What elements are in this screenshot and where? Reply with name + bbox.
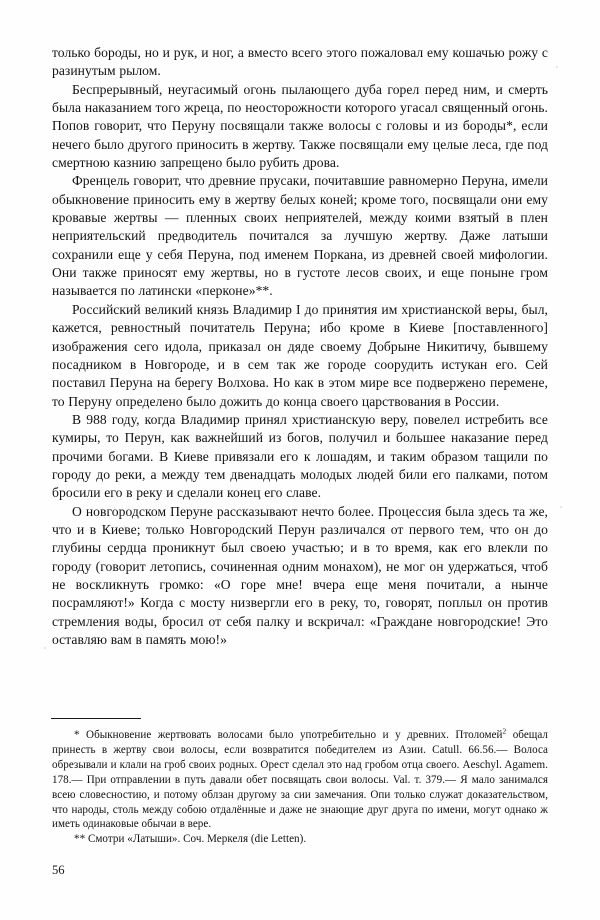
footnote-double-asterisk — [52, 832, 548, 847]
footnote-asterisk-superscript: 2 — [502, 726, 507, 736]
footnote-block — [52, 728, 548, 847]
page-number: 56 — [52, 863, 65, 877]
scan-speckle — [44, 647, 46, 649]
footnote-double-asterisk-text: ** Смотри «Латыши». Соч. Меркеля (die Letten). — [74, 833, 307, 846]
paragraph-eternal-fire: Беспрерывный, неугасимый огонь пылающего дуба горел перед ним, и смерть была наказанием того жреца, по неосторожности которого угасал священный огонь. Попов говорит, что Перуну посвящали также волосы с головы и из бороды*, если нечего было другого приносить в жертву. Также посвящали ему целые леса, где под смертною казнию запрещено было рубить дрова. — [52, 81, 548, 171]
paragraph-continuation: только бороды, но и рук, и ног, а вместо всего этого пожаловал ему кошачью рожу с разинутым рылом. — [52, 45, 548, 79]
scan-speckle — [560, 506, 562, 508]
scan-speckle — [556, 66, 558, 68]
paragraph-vladimir: Российский великий князь Владимир I до принятия им христианской веры, был, кажется, ревностный почитатель Перуна; ибо кроме в Киеве [поставленного] изображения сего идола, приказал он дяде своему Добрыне Никитичу, бывшему посадником в Новгороде, и в сем так же городе соорудить истукан его. Сей поставил Перуна на берегу Волхова. Но как в этом мире все подвержено переменe, то Перуну определено было дожить до конца своего царствования в России. — [52, 301, 548, 409]
footnote-asterisk-text-part1: * Обыкновение жертвовать волосами было употребительно и у древних. Птоломей — [74, 729, 503, 741]
paragraph-novgorod-perun: О новгородском Перуне рассказывают нечто более. Процессия была здесь та же, что и в Киеве; только Новгородский Перун различался от первого тем, что он до глубины сердца проникнут был своею участью; и в то время, как его влекли по городу (говорит летопись, сочиненная одним монахом), не мог он удержаться, чтоб не воскликнуть громко: «О горе мне! вчера еще меня почитали, а нынче посрамляют!» Когда с мосту низвергли его в реку, то, говорят, поплыл он против стремления воды, бросил от себя палку и вскричал: «Граждане новгородские! Это оставляю вам в память мою!» — [52, 503, 548, 647]
body-text-block — [52, 44, 548, 649]
footnote-asterisk-text-part2: обещал принесть в жертву свои волосы, если возвратится победителем из Азии. Catull. 66.56.— Волоса обрезывали и клали на гроб своих родных. Орест сделал это над гробом отца своего. Aeschyl. Agamem. 178.— При отправлении в путь давали обет посвящать свои волосы. Val. т. 379.— Я мало занимался всею словесностию, и потому облзан другому за сии замечания. Опи только служат доказательством, что народы, столь между собою отдалённые и даже не знающие друг друга по имени, могут однако ж иметь одинаковые обычаи в вере. — [52, 729, 548, 831]
footnote-asterisk — [52, 728, 548, 832]
paragraph-frencel: Френцель говорит, что древние прусаки, почитавшие равномерно Перуна, имели обыкновение приносить ему в жертву белых коней; кроме того, посвящали они ему кровавые жертвы — пленных своих неприятелей, между коими взятый в плен неприятельский предводитель почитался за лучшую жертву. Даже латыши сохранили еще у себя Перуна, под именем Поркана, из древней своей мифологии. Они также приносят ему жертвы, но в густоте лесов своих, и еще поныне гром называется по латински «перконе»**. — [52, 173, 548, 299]
paragraph-year-988: В 988 году, когда Владимир принял христианскую веру, повелел истребить все кумиры, то Перун, как важнейший из богов, получил и большее наказание перед прочими богами. В Киеве привязали его к лошадям, и таким образом тащили по городу до реки, а между тем двенадцать молодых людей били его палками, потом бросили его в реку и сделали конец его славе. — [52, 411, 548, 501]
footnote-separator-rule — [51, 718, 141, 719]
